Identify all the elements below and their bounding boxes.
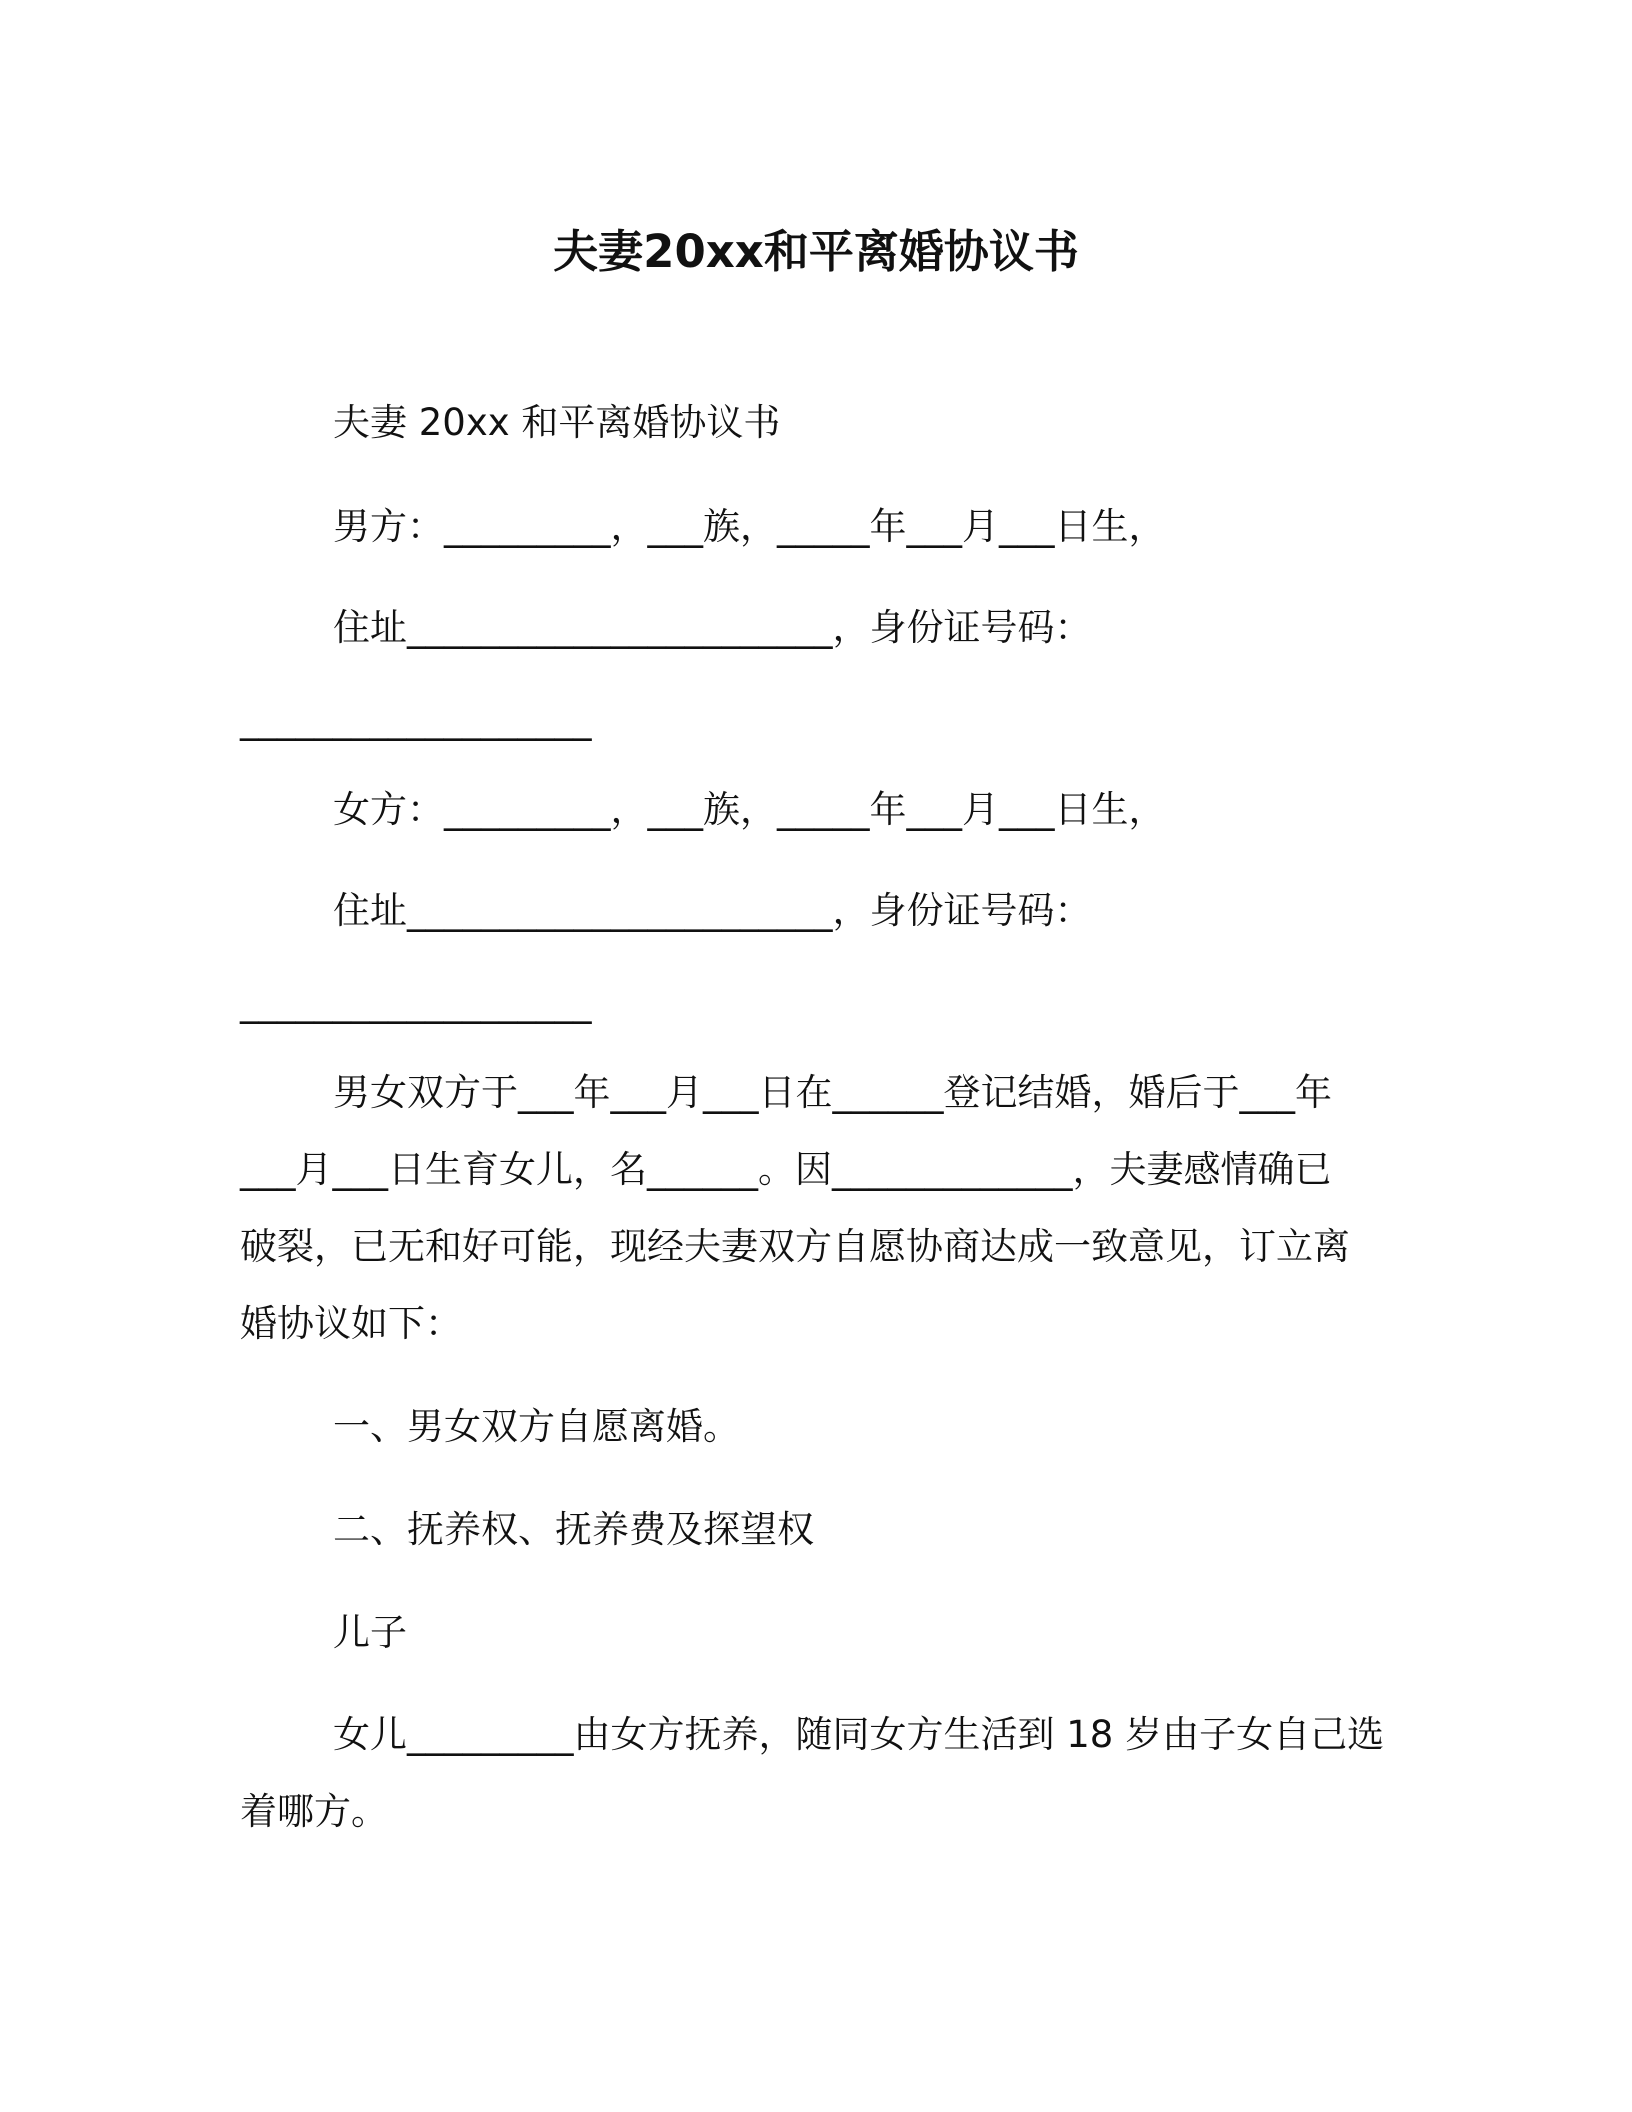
female-info-line: 女方：_________，___族，_____年___月___日生， (333, 788, 1166, 831)
female-address-line: 住址_______________________，身份证号码： (333, 889, 1092, 932)
marriage-paragraph-line-4: 婚协议如下： (240, 1302, 462, 1345)
male-address-line: 住址_______________________，身份证号码： (333, 606, 1092, 649)
daughter-custody-line-2: 着哪方。 (240, 1790, 388, 1833)
marriage-paragraph-line-1: 男女双方于___年___月___日在______登记结婚，婚后于___年 (333, 1071, 1332, 1114)
document-title: 夫妻20xx和平离婚协议书 (553, 225, 1079, 278)
daughter-custody-line-1: 女儿_________由女方抚养，随同女方生活到 18 岁由子女自己选 (333, 1713, 1385, 1756)
subtitle-line: 夫妻 20xx 和平离婚协议书 (333, 401, 781, 444)
male-id-blank-line: ___________________ (240, 698, 592, 741)
marriage-paragraph-line-2: ___月___日生育女儿，名______。因_____________，夫妻感情确已 (240, 1148, 1332, 1191)
son-line: 儿子 (333, 1611, 407, 1654)
female-id-blank-line: ___________________ (240, 981, 592, 1024)
male-info-line: 男方：_________，___族，_____年___月___日生， (333, 505, 1166, 548)
marriage-paragraph-line-3: 破裂，已无和好可能，现经夫妻双方自愿协商达成一致意见，订立离 (240, 1225, 1350, 1268)
clause-one-line: 一、男女双方自愿离婚。 (333, 1405, 740, 1448)
clause-two-line: 二、抚养权、抚养费及探望权 (333, 1508, 814, 1551)
